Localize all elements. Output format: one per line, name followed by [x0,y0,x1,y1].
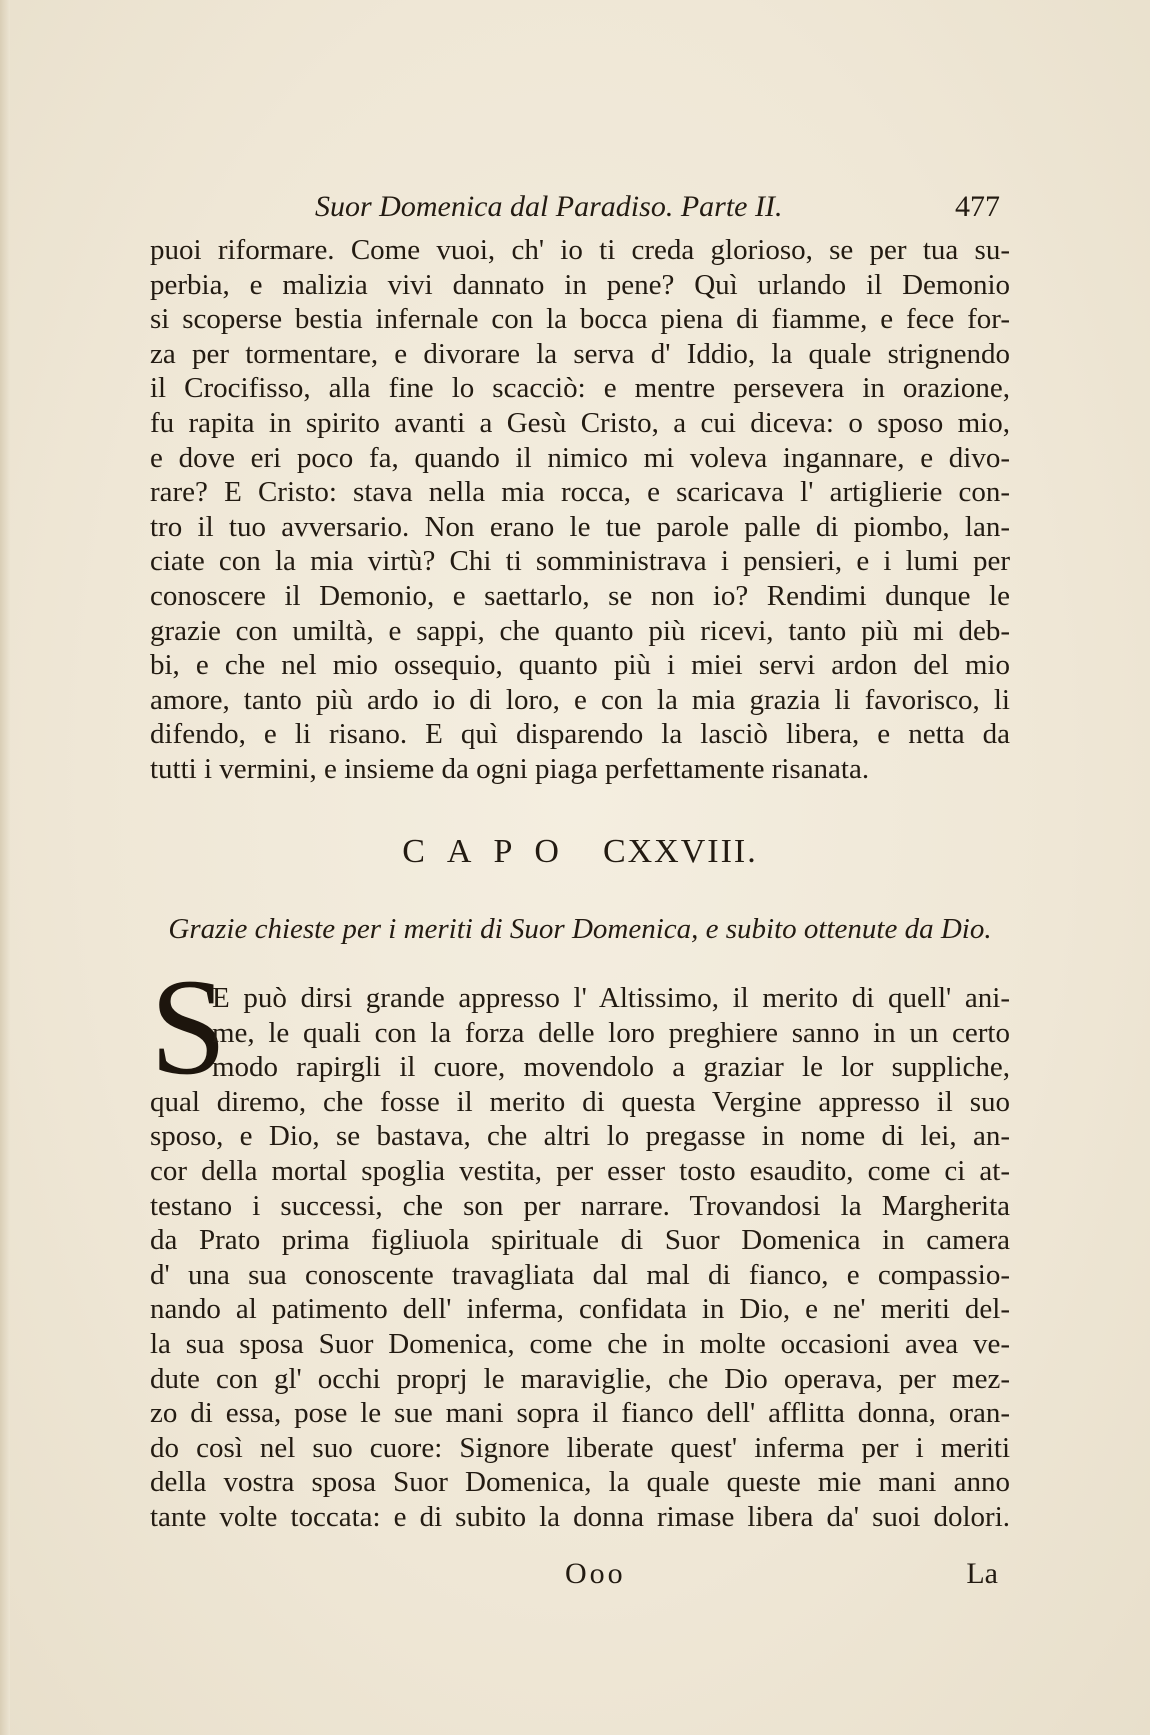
chapter-word: CAPO [402,833,581,870]
text-line: tante volte toccata: e di subito la donna rimase libera da' suoi dolori. [150,1500,1010,1533]
text-line: si scoperse bestia infernale con la bocca piena di fiamme, e fece for- [150,303,1010,336]
text-line: do così nel suo cuore: Signore liberate quest' inferma per i meriti [150,1431,1010,1464]
text-line: cor della mortal spoglia vestita, per esser tosto esaudito, come ci at- [150,1154,1010,1187]
text-line: testano i successi, che son per narrare. Trovandosi la Margherita [150,1189,1010,1222]
text-line: ciate con la mia virtù? Chi ti somministrava i pensieri, e i lumi per [150,545,1010,578]
text-line: da Prato prima figliuola spirituale di Suor Domenica in camera [150,1224,1010,1257]
text-line: qual diremo, che fosse il merito di questa Vergine appresso il suo [150,1085,1010,1118]
chapter-subtitle: Grazie chieste per i meriti di Suor Domenica, e subito ottenute da Dio. [168,913,992,945]
text-line: tutti i vermini, e insieme da ogni piaga perfettamente risanata. [150,752,870,785]
text-line: bi, e che nel mio ossequio, quanto più i miei servi ardon del mio [150,649,1010,682]
text-line: e dove eri poco fa, quando il nimico mi voleva ingannare, e divo- [150,441,1010,474]
text-line: sposo, e Dio, se bastava, che altri lo pregasse in nome di lei, an- [150,1120,1010,1153]
text-line: za per tormentare, e divorare la serva d' Iddio, la quale strignendo [150,337,1010,370]
text-line: perbia, e malizia vivi dannato in pene? Quì urlando il Demonio [150,268,1010,301]
running-head-title: Suor Domenica dal Paradiso. Parte II. [315,190,783,223]
text-line: la sua sposa Suor Domenica, come che in molte occasioni avea ve- [150,1327,1010,1360]
text-line: il Crocifisso, alla fine lo scacciò: e mentre persevera in orazione, [150,372,1010,405]
text-line: tro il tuo avversario. Non erano le tue parole palle di piombo, lan- [150,510,1010,543]
text-line: fu rapita in spirito avanti a Gesù Cristo, a cui diceva: o sposo mio, [150,406,1010,439]
text-line: E può dirsi grande appresso l' Altissimo, il merito di quell' ani- [212,982,1010,1014]
text-line: dute con gl' occhi proprj le maraviglie, che Dio operava, per mez- [150,1362,1010,1395]
paragraph-1 [150,233,1010,787]
text-line: d' una sua conoscente travagliata dal mal di fianco, e compassio- [150,1258,1010,1291]
signature-mark: Ooo [565,1557,626,1590]
running-head [150,190,1010,230]
text-line: nando al patimento dell' inferma, confidata in Dio, e ne' meriti del- [150,1293,1010,1326]
page-footer [150,1557,1010,1597]
catchword: La [966,1557,998,1590]
drop-cap: S [150,950,227,1103]
text-line: difendo, e li risano. E quì disparendo la lasciò libera, e netta da [150,718,1010,751]
paragraph-2 [150,981,1010,1535]
text-line: zo di essa, pose le sue mani sopra il fianco dell' afflitta donna, oran- [150,1397,1010,1430]
page-binding-edge [0,0,10,1735]
text-line: grazie con umiltà, e sappi, che quanto più ricevi, tanto più mi deb- [150,614,1010,647]
text-line: amore, tanto più ardo io di loro, e con la mia grazia li favorisco, li [150,683,1010,716]
text-line: me, le quali con la forza delle loro preghiere sanno in un certo [212,1016,1010,1049]
text-line: della vostra sposa Suor Domenica, la quale queste mie mani anno [150,1466,1010,1499]
text-line: conoscere il Demonio, e saettarlo, se non io? Rendimi dunque le [150,579,1010,612]
chapter-number: CXXVIII. [602,833,758,870]
text-line: puoi riformare. Come vuoi, ch' io ti creda glorioso, se per tua su- [150,234,1010,266]
chapter-heading [150,833,1010,871]
text-line: rare? E Cristo: stava nella mia rocca, e scaricava l' artiglierie con- [150,476,1010,509]
text-line: modo rapirgli il cuore, movendolo a graziar le lor suppliche, [212,1051,1010,1084]
page-number: 477 [955,190,1000,223]
